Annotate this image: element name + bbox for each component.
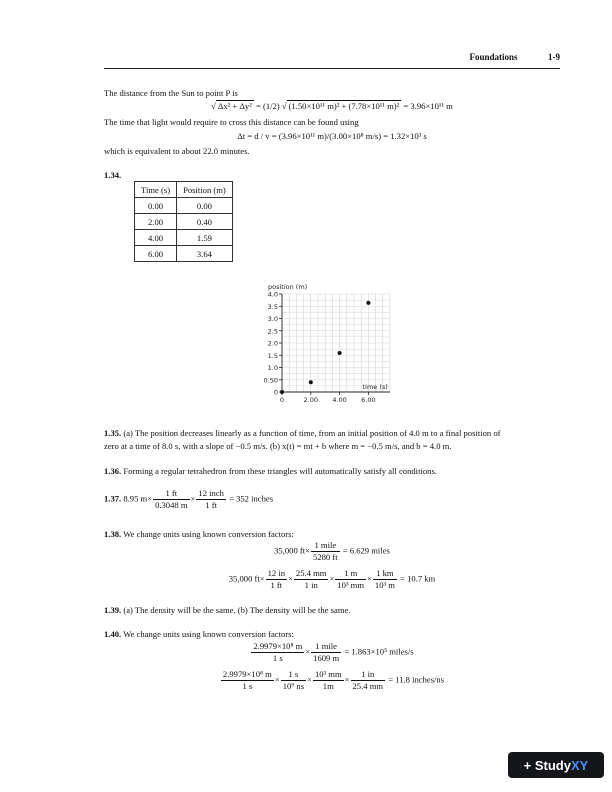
scatter-plot-svg bbox=[250, 278, 400, 408]
y-tick-label: 2.0 bbox=[267, 339, 278, 348]
eq1-root: (1.50×10¹¹ m)² + (7.78×10¹¹ m)² bbox=[288, 101, 400, 111]
table-row bbox=[135, 246, 233, 262]
fraction bbox=[373, 568, 397, 591]
problem-1-40-text: We change units using known conversion factors: bbox=[123, 629, 294, 639]
y-tick-label: 0.50 bbox=[263, 376, 278, 385]
eq-result: = 6.629 miles bbox=[342, 545, 390, 556]
p137-result: = 352 inches bbox=[229, 493, 274, 504]
fraction-numerator: 1 in bbox=[351, 669, 386, 681]
fraction-denominator: 1 ft bbox=[205, 500, 218, 510]
fraction bbox=[351, 669, 386, 692]
fraction-numerator: 1 ft bbox=[153, 488, 189, 500]
fraction bbox=[221, 669, 274, 692]
fraction bbox=[281, 669, 306, 692]
fraction-denominator: 25.4 mm bbox=[352, 681, 384, 691]
fraction-numerator: 10³ mm bbox=[314, 669, 342, 679]
x-axis-label: time (s) bbox=[362, 383, 388, 392]
fraction-numerator: 1 mile bbox=[311, 540, 340, 552]
fraction bbox=[311, 540, 340, 563]
p140-equation-2: $\frac{\text{2.9979×10⁸ m}}{1 s}$ × $\frac{1 s}{\text{10⁹ ns}}$ × $\frac{\text{10³ mm}}{1m}$ × $\frac{1 in}{25.4 mm}$ = 11.8 inches/ns bbox=[222, 669, 445, 691]
p140-equation-1: $\frac{\text{2.9979×10⁸ m}}{1 s}$ × $\frac{\text{1 mile}}{1609 m}$ = 1.863×10⁵ miles/s bbox=[253, 641, 414, 663]
fraction-numerator: 2.9979×10⁸ m bbox=[222, 669, 272, 679]
header-rule bbox=[104, 68, 560, 69]
fraction-numerator: 25.4 mm bbox=[295, 568, 327, 578]
fraction-numerator: 2.9979×10⁸ m bbox=[253, 641, 303, 651]
problem-1-40 bbox=[104, 629, 294, 639]
problem-1-39 bbox=[104, 605, 350, 615]
x-tick-label: 6.00 bbox=[361, 396, 376, 404]
eq-result: = 1.863×10⁵ miles/s bbox=[344, 646, 414, 657]
fraction-denominator: 1 s bbox=[242, 681, 253, 691]
y-tick-label: 0 bbox=[273, 388, 278, 397]
data-point bbox=[309, 380, 313, 384]
y-tick-label: 4.0 bbox=[267, 290, 278, 299]
eq1-mid: = (1/2) bbox=[255, 101, 280, 111]
fraction-numerator: 1 km bbox=[373, 568, 397, 580]
p137-start: 8.95 m× bbox=[123, 493, 153, 504]
problem-1-37-number: 1.37. bbox=[104, 493, 122, 504]
fraction-denominator: 0.3048 m bbox=[155, 500, 188, 510]
eq-result: = 11.8 inches/ns bbox=[388, 674, 445, 685]
distance-equation: √ Δx² + Δy² = (1/2) √ (1.50×10¹¹ m)² + (7.78×10¹¹ m)² = 3.96×10¹¹ m bbox=[211, 101, 453, 111]
table-header-time: Time (s) bbox=[135, 182, 177, 198]
fraction-denominator: 5280 ft bbox=[313, 552, 338, 562]
table-cell: 0.00 bbox=[177, 198, 233, 214]
fraction bbox=[294, 568, 329, 591]
intro-line-3: which is equivalent to about 22.0 minutes. bbox=[104, 146, 250, 156]
fraction bbox=[313, 669, 344, 692]
y-tick-label: 3.0 bbox=[267, 315, 278, 323]
table-cell: 1.59 bbox=[177, 230, 233, 246]
fraction-numerator: 12 inch bbox=[198, 488, 224, 498]
fraction-denominator: 10³ mm bbox=[337, 580, 365, 590]
problem-1-38-text: We change units using known conversion factors: bbox=[123, 529, 294, 539]
eq1-rhs: = 3.96×10¹¹ m bbox=[403, 101, 453, 111]
p138-equation-2: 35,000 ft× $\frac{12 in}{1 ft}$ × $\frac{25.4 mm}{1 in}$ × $\frac{1 m}{\text{10³ mm}}$ × $\frac{1 km}{\text{10³ m}}$ = 10.7 km bbox=[228, 568, 436, 590]
intro-line-1: The distance from the Sun to point P is bbox=[104, 88, 238, 98]
time-equation: Δt = d / v = (3.96×10¹¹ m)/(3.00×10⁸ m/s) = 1.32×10³ s bbox=[237, 131, 427, 141]
y-axis-label: position (m) bbox=[268, 283, 308, 291]
problem-1-37: 1.37. 8.95 m× $\frac{1 ft}{0.3048 m}$ × $\frac{\text{12 inch}}{1 ft}$ = 352 inches bbox=[104, 488, 274, 510]
problem-1-40-number: 1.40. bbox=[104, 629, 122, 639]
x-tick-label: 0 bbox=[279, 396, 285, 404]
table-cell: 2.00 bbox=[135, 214, 177, 230]
eq-start: 35,000 ft× bbox=[274, 545, 311, 556]
problem-1-38-number: 1.38. bbox=[104, 529, 122, 539]
table-header-position: Position (m) bbox=[177, 182, 233, 198]
problem-1-34-number: 1.34. bbox=[104, 170, 122, 180]
fraction-numerator: 1 m bbox=[335, 568, 366, 580]
problem-1-38 bbox=[104, 529, 294, 539]
eq1-lhs: Δx² + Δy² bbox=[217, 101, 252, 111]
table-cell: 3.64 bbox=[177, 246, 233, 262]
y-tick-label: 2.5 bbox=[267, 327, 278, 336]
fraction-denominator: 1 in bbox=[304, 580, 318, 590]
fraction-denominator: 10³ m bbox=[374, 580, 395, 590]
problem-1-39-text: (a) The density will be the same. (b) The density will be the same. bbox=[123, 605, 351, 615]
fraction bbox=[335, 568, 366, 591]
data-point bbox=[366, 301, 370, 305]
intro-line-2: The time that light would require to cross this distance can be found using bbox=[104, 117, 359, 127]
table-cell: 4.00 bbox=[135, 230, 177, 246]
problem-1-36-number: 1.36. bbox=[104, 466, 122, 476]
table-header-row bbox=[135, 182, 233, 198]
fraction-numerator: 1 mile bbox=[311, 641, 341, 653]
fraction-denominator: 10⁹ ns bbox=[282, 681, 305, 691]
eq-start: 35,000 ft× bbox=[228, 573, 265, 584]
problem-1-35-line-1: (a) The position decreases linearly as a function of time, from an initial position of 4.0 m to a final position of bbox=[123, 428, 501, 438]
x-tick-label: 2.00 bbox=[303, 396, 319, 404]
fraction bbox=[311, 641, 341, 664]
eq-result: = 10.7 km bbox=[400, 573, 436, 584]
problem-1-36-text: Forming a regular tetrahedron from these triangles will automatically satisfy all conditions. bbox=[123, 466, 437, 476]
data-point bbox=[338, 351, 342, 355]
fraction-numerator: 1 s bbox=[281, 669, 306, 681]
fraction-numerator: 12 in bbox=[267, 568, 286, 578]
header-section: Foundations bbox=[469, 52, 518, 62]
table-row bbox=[135, 198, 233, 214]
logo-prefix: + Study bbox=[523, 757, 571, 773]
time-position-table bbox=[134, 181, 233, 262]
fraction bbox=[266, 568, 287, 591]
fraction bbox=[251, 641, 304, 664]
table-row bbox=[135, 214, 233, 230]
y-tick-label: 3.5 bbox=[267, 302, 278, 311]
p138-equation-1 bbox=[104, 540, 560, 563]
logo-suffix: XY bbox=[570, 757, 589, 773]
problem-1-39-number: 1.39. bbox=[104, 605, 122, 615]
fraction-denominator: 1m bbox=[322, 681, 334, 691]
table-row bbox=[135, 230, 233, 246]
y-tick-label: 1.5 bbox=[267, 351, 278, 360]
x-tick-label: 4.00 bbox=[332, 396, 347, 404]
problem-1-35-line-2: zero at a time of 8.0 s, with a slope of −0.5 m/s. (b) x(t) = mt + b where m = −0.5 m/s, and b = 4.0 m. bbox=[104, 441, 452, 451]
table-cell: 6.00 bbox=[135, 246, 177, 262]
fraction-denominator: 1 ft bbox=[270, 580, 283, 590]
page-header bbox=[469, 52, 560, 62]
p137-fraction-2 bbox=[196, 488, 226, 511]
fraction-denominator: 1 s bbox=[272, 653, 283, 663]
header-page-number: 1-9 bbox=[548, 52, 560, 62]
problem-1-35-number: 1.35. bbox=[104, 428, 122, 438]
table-cell: 0.40 bbox=[177, 214, 233, 230]
problem-1-35 bbox=[104, 428, 501, 438]
p137-fraction-1 bbox=[153, 488, 189, 511]
fraction-denominator: 1609 m bbox=[313, 653, 340, 663]
studyxy-logo[interactable] bbox=[508, 752, 604, 778]
y-tick-label: 1.0 bbox=[267, 364, 278, 372]
position-time-chart bbox=[250, 278, 400, 408]
problem-1-36 bbox=[104, 466, 437, 476]
data-point bbox=[280, 390, 284, 394]
table-cell: 0.00 bbox=[135, 198, 177, 214]
